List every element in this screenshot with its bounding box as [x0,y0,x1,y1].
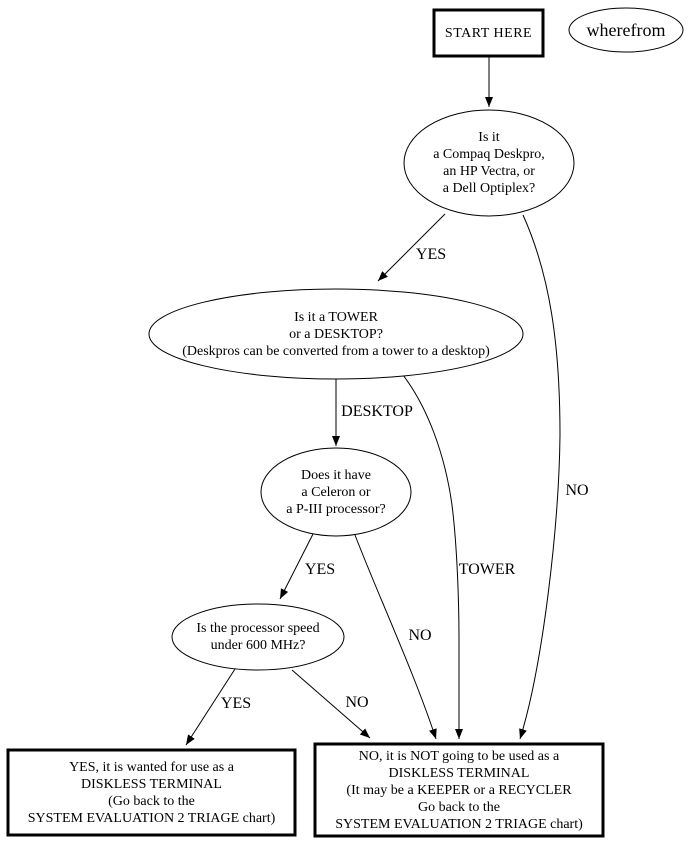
edge-label-speed-no: NO [345,694,369,711]
edge-form-tower-to-result-no [403,375,459,739]
result-yes-line: (Go back to the [108,793,195,809]
result-yes-line: DISKLESS TERMINAL [81,776,222,792]
edge-model-no-to-result-no [520,215,560,739]
start-here-label [434,10,543,56]
result-yes-label [8,750,295,835]
question-form-factor-label [149,292,523,376]
result-yes-line: YES, it is wanted for use as a [69,759,234,775]
question-speed-line: under 600 MHz? [210,638,306,653]
question-model-line: a Dell Optiplex? [442,181,536,196]
edge-label-speed-yes: YES [220,695,252,712]
question-model-line: an HP Vectra, or [443,164,535,179]
edge-label-cpu-no: NO [408,627,432,644]
question-cpu-label [261,450,411,534]
edge-label-form-tower: TOWER [458,561,516,578]
wherefrom-text: wherefrom [586,19,666,40]
question-speed-line: Is the processor speed [196,621,320,636]
question-model-line: a Compaq Deskpro, [433,147,545,162]
question-form-line: (Deskpros can be converted from a tower to a desktop) [182,343,490,359]
start-here-text: START HERE [444,25,533,41]
edge-label-model-yes: YES [415,246,447,263]
question-speed-label [172,606,344,668]
result-no-line: (It may be a KEEPER or a RECYCLER [346,782,572,798]
result-no-line: DISKLESS TERMINAL [388,765,530,781]
question-model-label [404,112,574,214]
question-model-line: Is it [478,130,500,145]
result-no-line: Go back to the [417,799,501,815]
question-cpu-line: Does it have [301,467,371,483]
result-yes-line: SYSTEM EVALUATION 2 TRIAGE chart) [27,810,276,826]
edge-label-cpu-yes: YES [304,561,336,578]
question-cpu-line: a P-III processor? [286,501,386,517]
result-no-label [315,744,603,836]
edge-label-form-desktop: DESKTOP [341,403,413,420]
question-form-line: Is it a TOWER [294,309,378,325]
question-form-line: or a DESKTOP? [289,326,383,342]
result-no-line: NO, it is NOT going to be used as a [358,748,560,764]
wherefrom-label [569,8,683,52]
edge-label-model-no: NO [565,482,589,499]
result-no-line: SYSTEM EVALUATION 2 TRIAGE chart) [335,816,583,832]
question-cpu-line: a Celeron or [301,484,371,500]
